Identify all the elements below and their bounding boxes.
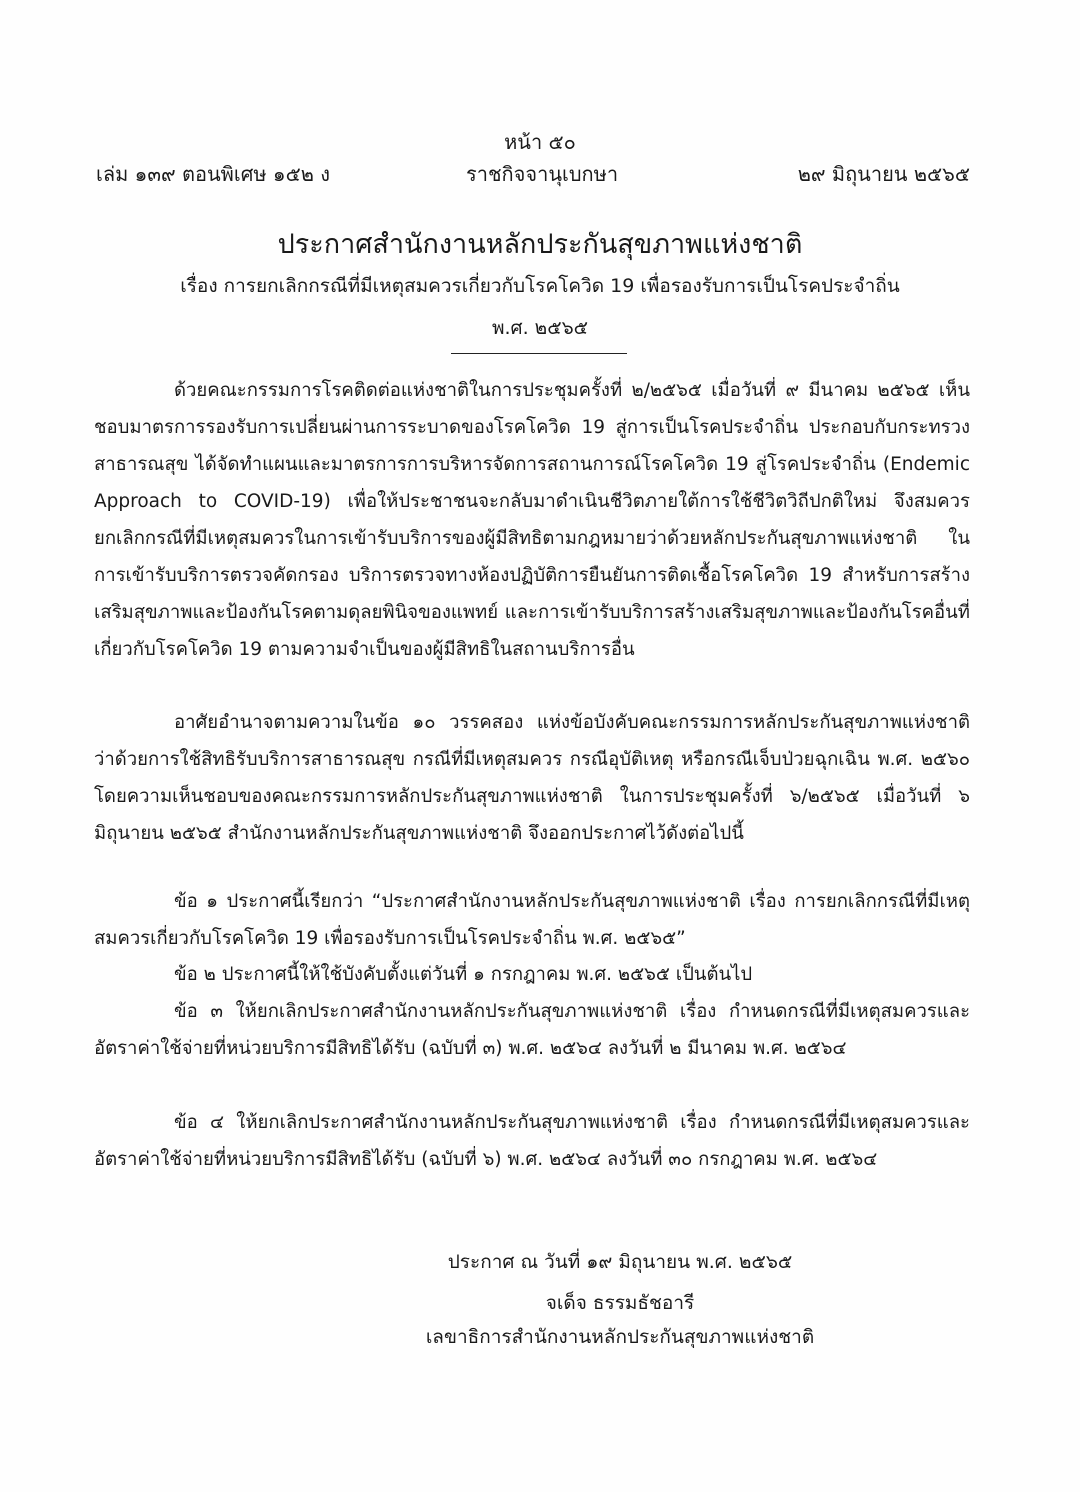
signature-date: ประกาศ ณ วันที่ ๑๙ มิถุนายน พ.ศ. ๒๕๖๕ — [447, 1251, 793, 1273]
signatory-name: จเด็จ ธรรมธัชอารี — [545, 1292, 695, 1314]
clause-2: ข้อ ๒ ประกาศนี้ให้ใช้บังคับตั้งแต่วันที่ ๑ กรกฎาคม พ.ศ. ๒๕๖๕ เป็นต้นไป — [174, 964, 753, 985]
body-paragraph-2: อาศัยอำนาจตามความในข้อ ๑๐ วรรคสอง แห่งข้อบังคับคณะกรรมการหลักประกันสุขภาพแห่งชาติ ว่าด้วยการใช้สิทธิรับบริการสาธารณสุข กรณีที่มีเหตุสมควร กรณีอุบัติเหตุ หรือกรณีเจ็บป่วยฉุกเฉิน พ.ศ. ๒๕๖๐ โดยความเห็นชอบของคณะกรรมการหลักประกันสุขภาพแห่งชาติ ในการประชุมครั้งที่ ๖/๒๕๖๕ เมื่อวันที่ ๖ มิถุนายน ๒๕๖๕ สำนักงานหลักประกันสุขภาพแห่งชาติ จึงออกประกาศไว้ดังต่อไปนี้ — [94, 712, 970, 844]
signatory-position: เลขาธิการสำนักงานหลักประกันสุขภาพแห่งชาติ — [425, 1326, 815, 1348]
clause-3: ข้อ ๓ ให้ยกเลิกประกาศสำนักงานหลักประกันสุขภาพแห่งชาติ เรื่อง กำหนดกรณีที่มีเหตุสมควรและอัตราค่าใช้จ่ายที่หน่วยบริการมีสิทธิได้รับ (ฉบับที่ ๓) พ.ศ. ๒๕๖๔ ลงวันที่ ๒ มีนาคม พ.ศ. ๒๕๖๔ — [94, 1001, 970, 1059]
announcement-subject: เรื่อง การยกเลิกกรณีที่มีเหตุสมควรเกี่ยวกับโรคโควิด 19 เพื่อรองรับการเป็นโรคประจำถิ่น — [180, 275, 900, 297]
clause-1: ข้อ ๑ ประกาศนี้เรียกว่า “ประกาศสำนักงานหลักประกันสุขภาพแห่งชาติ เรื่อง การยกเลิกกรณีที่มีเหตุสมควรเกี่ยวกับโรคโควิด 19 เพื่อรองรับการเป็นโรคประจำถิ่น พ.ศ. ๒๕๖๕” — [94, 891, 970, 949]
clause-4: ข้อ ๔ ให้ยกเลิกประกาศสำนักงานหลักประกันสุขภาพแห่งชาติ เรื่อง กำหนดกรณีที่มีเหตุสมควรและอัตราค่าใช้จ่ายที่หน่วยบริการมีสิทธิได้รับ (ฉบับที่ ๖) พ.ศ. ๒๕๖๔ ลงวันที่ ๓๐ กรกฎาคม พ.ศ. ๒๕๖๔ — [94, 1112, 970, 1170]
gazette-header — [96, 158, 970, 188]
title-divider — [451, 353, 627, 354]
page-number: หน้า ๕๐ — [504, 130, 576, 154]
gazette-date: ๒๙ มิถุนายน ๒๕๖๕ — [797, 162, 970, 186]
gazette-volume: เล่ม ๑๓๙ ตอนพิเศษ ๑๕๒ ง — [96, 162, 331, 186]
announcement-title: ประกาศสำนักงานหลักประกันสุขภาพแห่งชาติ — [277, 229, 803, 260]
gazette-name: ราชกิจจานุเบกษา — [466, 162, 619, 186]
announcement-year: พ.ศ. ๒๕๖๕ — [491, 317, 589, 339]
body-paragraph-1: ด้วยคณะกรรมการโรคติดต่อแห่งชาติในการประชุมครั้งที่ ๒/๒๕๖๕ เมื่อวันที่ ๙ มีนาคม ๒๕๖๕ เห็นชอบมาตรการรองรับการเปลี่ยนผ่านการระบาดของโรคโควิด 19 สู่การเป็นโรคประจำถิ่น ประกอบกับกระทรวงสาธารณสุข ได้จัดทำแผนและมาตรการการบริหารจัดการสถานการณ์โรคโควิด 19 สู่โรคประจำถิ่น (Endemic Approach to COVID-19) เพื่อให้ประชาชนจะกลับมาดำเนินชีวิตภายใต้การใช้ชีวิตวิถีปกติใหม่ จึงสมควรยกเลิกกรณีที่มีเหตุสมควรในการเข้ารับบริการของผู้มีสิทธิตามกฎหมายว่าด้วยหลักประกันสุขภาพแห่งชาติ ในการเข้ารับบริการตรวจคัดกรอง บริการตรวจทางห้องปฏิบัติการยืนยันการติดเชื้อโรคโควิด 19 สำหรับการสร้างเสริมสุขภาพและป้องกันโรคตามดุลยพินิจของแพทย์ และการเข้ารับบริการสร้างเสริมสุขภาพและป้องกันโรคอื่นที่เกี่ยวกับโรคโควิด 19 ตามความจำเป็นของผู้มีสิทธิในสถานบริการอื่น — [94, 380, 970, 660]
